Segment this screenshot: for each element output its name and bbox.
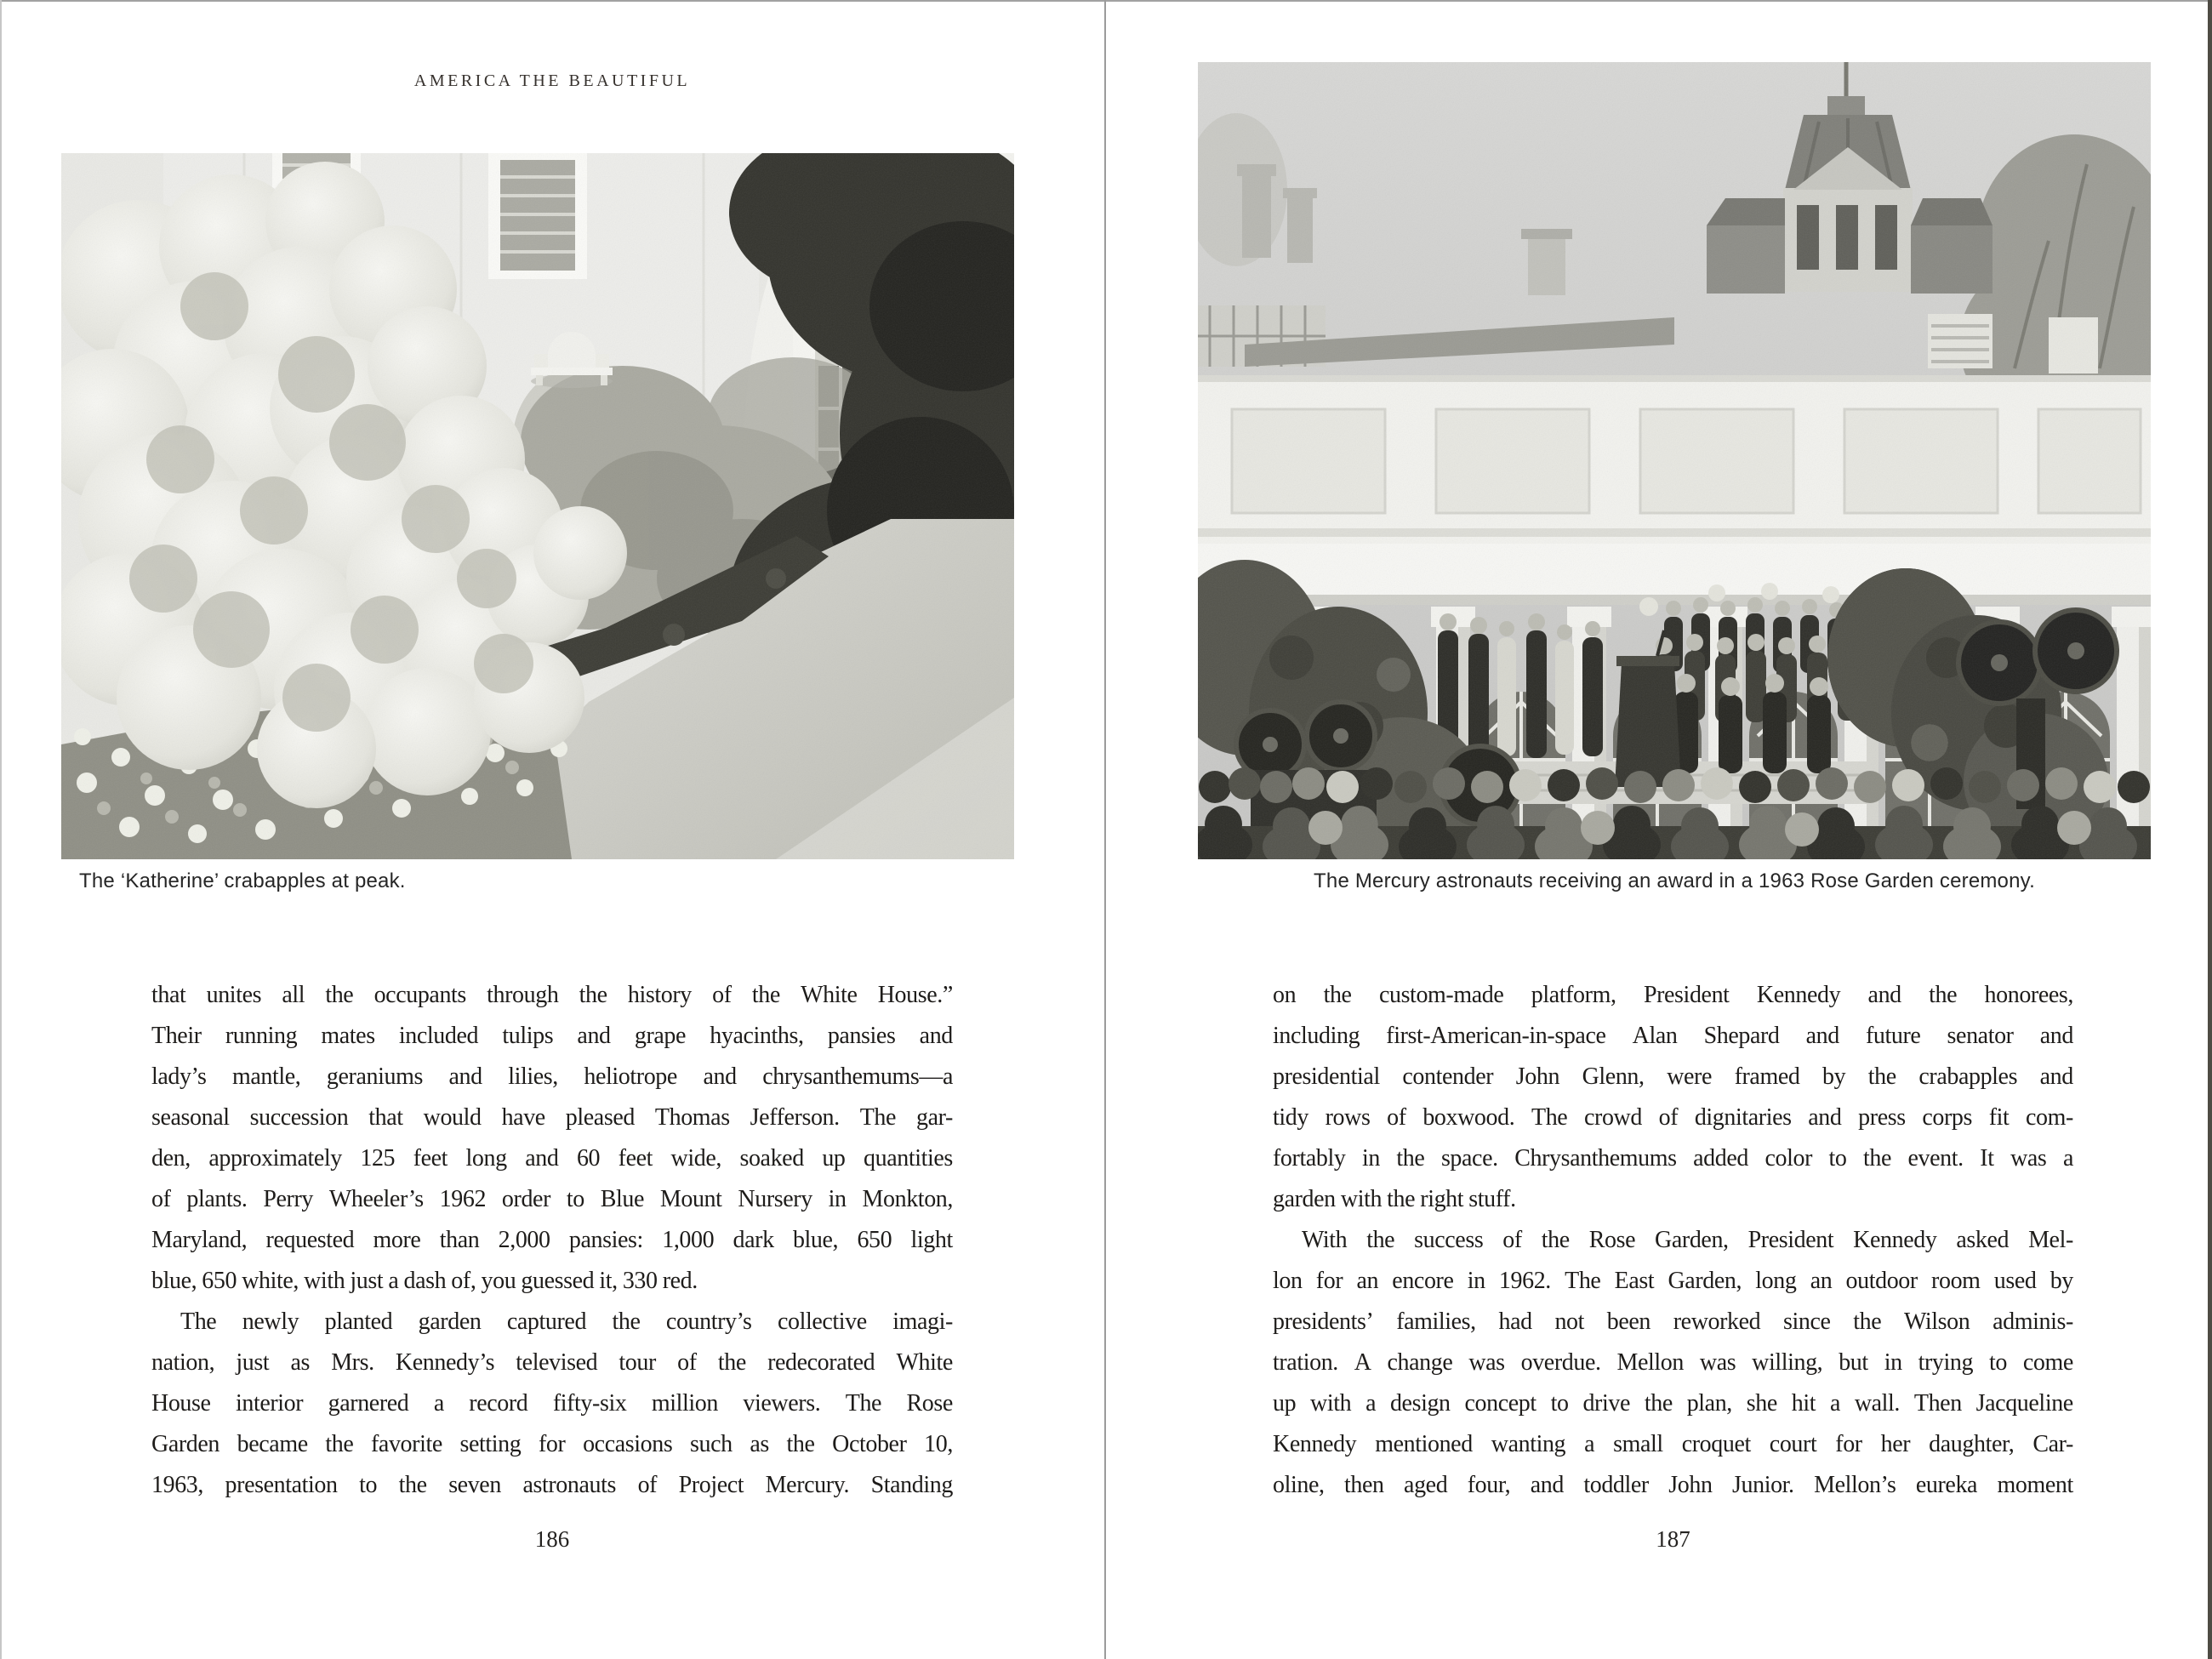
right-body-text: on the custom-made platform, President Kennedy and the honorees, including first-American-in-space Alan Shepard and future senator and presidential contender John Glenn, were framed by the crabapples and tidy rows of boxwood. The crowd of dignitaries and press corps fit com- fortably in the space. Chrysanthemums added color to the event. It was a garden with the right stuff. With the success of the Rose Garden, President Kennedy asked Mel- lon for an encore in 1962. The East Garden, long an outdoor room used by presidents’ families, had not been reworked since the Wilson adminis- tration. A change was overdue. Mellon was willing, but in trying to come up with a design concept to drive the plan, she hit a wall. Then Jacqueline Kennedy mentioned wanting a small croquet court for her daughter, Car- oline, then aged four, and toddler John Junior. Mellon’s eureka moment xyxy=(1273,982,2073,1498)
right-photo-rose-garden-ceremony xyxy=(1198,62,2151,859)
right-photo-caption: The Mercury astronauts receiving an award in a 1963 Rose Garden ceremony. xyxy=(1314,869,2035,892)
left-photo-crabapples xyxy=(61,153,1014,859)
left-body-text: that unites all the occupants through the history of the White House.” Their running mates included tulips and grape hyacinths, pansies and lady’s mantle, geraniums and lilies, heliotrope and chrysanthemums—a seasonal succession that would have pleased Thomas Jefferson. The gar- den, approximately 125 feet long and 60 feet wide, soaked up quantities of plants. Perry Wheeler’s 1962 order to Blue Mount Nursery in Monkton, Maryland, requested more than 2,000 pansies: 1,000 dark blue, 650 light blue, 650 white, with just a dash of, you guessed it, 330 red. The newly planted garden captured the country’s collective imagi- nation, just as Mrs. Kennedy’s televised tour of the redecorated White House interior garnered a record fifty-six million viewers. The Rose Garden became the favorite setting for occasions such as the October 10, 1963, presentation to the seven astronauts of Project Mercury. Standing xyxy=(151,982,953,1498)
left-page-number: 186 xyxy=(534,1526,570,1552)
page-gutter-divider xyxy=(1104,0,1106,1659)
top-edge-line xyxy=(0,0,2212,2)
left-photo-caption: The ‘Katherine’ crabapples at peak. xyxy=(79,869,406,892)
running-head: AMERICA THE BEAUTIFUL xyxy=(413,71,691,90)
left-edge-line xyxy=(0,0,2,1659)
right-edge-line xyxy=(2208,0,2212,1659)
right-page-number: 187 xyxy=(1656,1526,1690,1552)
